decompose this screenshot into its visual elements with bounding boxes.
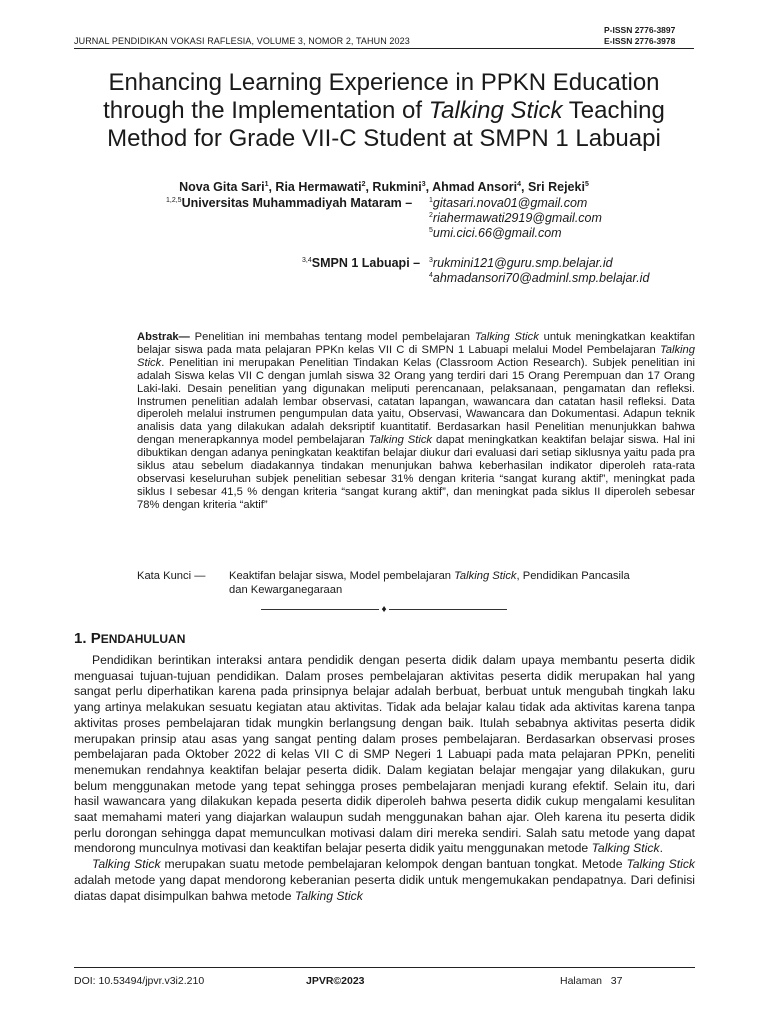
footer-journal: JPVR©2023 xyxy=(306,975,365,987)
diamond-icon: ♦ xyxy=(381,604,387,615)
email-link[interactable]: riahermawati2919@gmail.com xyxy=(432,211,602,225)
affiliation-um xyxy=(166,196,412,211)
p-issn: P-ISSN 2776-3897 xyxy=(604,25,676,35)
paragraph-italic: Talking Stick xyxy=(626,857,696,872)
issn-block xyxy=(604,25,675,47)
title-line-2 xyxy=(60,97,708,125)
email-list-um xyxy=(429,196,602,241)
keywords-text xyxy=(229,569,649,597)
author-sup: 5 xyxy=(584,180,589,188)
body-text xyxy=(74,653,695,904)
author-name: Nova Gita Sari xyxy=(179,180,265,194)
footer-doi[interactable]: DOI: 10.53494/jpvr.v3i2.210 xyxy=(74,975,205,987)
keywords-label: Kata Kunci — xyxy=(137,570,206,582)
paper-title xyxy=(60,69,708,153)
email-link[interactable]: ahmadansori70@adminl.smp.belajar.id xyxy=(432,271,650,285)
author-list xyxy=(0,180,768,194)
paragraph-text: adalah metode yang dapat mendorong keberanian peserta didik untuk mengemukakan pendapatnya. Dari definisi diatas dapat disimpulkan bahwa metode xyxy=(74,872,695,903)
email-item xyxy=(429,226,602,241)
email-sup: 1 xyxy=(429,196,433,204)
abstract-italic: Talking Stick xyxy=(474,331,539,343)
section-initial: P xyxy=(90,630,101,647)
header-rule xyxy=(74,48,694,49)
email-link[interactable]: gitasari.nova01@gmail.com xyxy=(432,196,588,210)
abstract-italic: Talking Stick xyxy=(368,434,433,447)
footer-page xyxy=(560,975,622,987)
email-item xyxy=(429,196,602,211)
title-line-3: Method for Grade VII-C Student at SMPN 1 Labuapi xyxy=(107,125,661,152)
keywords xyxy=(137,569,695,597)
affiliation-smp xyxy=(302,256,420,271)
e-issn: E-ISSN 2776-3978 xyxy=(604,36,676,46)
email-item xyxy=(429,271,649,286)
title-text: through the Implementation of xyxy=(103,97,429,124)
paragraph-text: merupakan suatu metode pembelajaran kelompok dengan bantuan tongkat. Metode xyxy=(160,857,627,872)
section-divider xyxy=(250,604,518,615)
paragraph-1 xyxy=(74,653,695,857)
page-number: 37 xyxy=(610,975,623,987)
divider-line xyxy=(261,609,379,610)
footer-rule xyxy=(74,967,695,968)
section-rest: ENDAHULUAN xyxy=(100,632,186,646)
keywords-part: , Pendidikan Pancasila dan Kewarganegaraan xyxy=(229,570,630,596)
affil-sup: 1,2,5 xyxy=(166,196,182,204)
title-text: Teaching xyxy=(562,97,665,124)
title-italic: Talking Stick xyxy=(428,97,563,124)
affil-sup: 3,4 xyxy=(302,256,312,264)
keywords-italic: Talking Stick xyxy=(454,570,517,582)
abstract-text: . Penelitian ini merupakan Penelitian Tindakan Kelas (Classroom Action Research). Subjek penelitian ini adalah Siswa kelas VII C dengan jumlah siswa 32 Orang yang terdiri dari 15 Orang Perempuan dan 17 Orang Laki-laki. Desain penelitian yang digunakan meliputi perencanaan, pelaksanaan, pengamatan dan refleksi. Instrumen penelitian adalah lembar observasi, catatan lapangan, wawancara dan catatan hasil refleksi. Data diperoleh melalui instrumen pengumpulan data yaitu, Observasi, Wawancara dan Dokumentasi. Adapun teknik analisis data yang dilakukan adalah deksriptif kuantitatif. Berdasarkan hasil Penelitian menunjukkan bahwa dengan menerapkannya model pembelajaran xyxy=(137,356,695,447)
email-sup: 4 xyxy=(429,271,433,279)
section-heading xyxy=(74,630,185,647)
author-sup: 2 xyxy=(361,180,366,188)
affil-label: Universitas Muhammadiyah Mataram – xyxy=(181,196,413,210)
keywords-part: Keaktifan belajar siswa, Model pembelajaran xyxy=(229,570,455,582)
author-name: , Ahmad Ansori xyxy=(425,180,518,194)
abstract xyxy=(137,331,695,512)
author-name: , Sri Rejeki xyxy=(521,180,585,194)
paragraph-italic: Talking Stick xyxy=(294,888,363,903)
email-item xyxy=(429,211,602,226)
author-sup: 3 xyxy=(421,180,426,188)
author-sup: 1 xyxy=(264,180,269,188)
section-number: 1. xyxy=(74,630,91,647)
divider-line xyxy=(389,609,507,610)
email-sup: 2 xyxy=(429,211,433,219)
email-sup: 3 xyxy=(429,256,433,264)
title-line-1: Enhancing Learning Experience in PPKN Education xyxy=(108,69,660,96)
abstract-text: untuk meningkatkan keaktifan belajar siswa pada mata pelajaran PPKn kelas VII C di SMPN 1 Labuapi melalui Model Pembelajaran xyxy=(137,331,695,356)
email-link[interactable]: umi.cici.66@gmail.com xyxy=(432,226,562,240)
author-name: , Rukmini xyxy=(365,180,422,194)
email-item xyxy=(429,256,649,271)
journal-header: JURNAL PENDIDIKAN VOKASI RAFLESIA, VOLUME 3, NOMOR 2, TAHUN 2023 xyxy=(74,36,410,46)
abstract-text: Penelitian ini membahas tentang model pembelajaran xyxy=(189,331,475,343)
author-name: , Ria Hermawati xyxy=(268,180,362,194)
email-link[interactable]: rukmini121@guru.smp.belajar.id xyxy=(432,256,613,270)
author-sup: 4 xyxy=(517,180,522,188)
page-label: Halaman xyxy=(560,975,603,987)
paragraph-text: . xyxy=(659,841,663,856)
paragraph-italic: Talking Stick xyxy=(92,857,161,872)
email-sup: 5 xyxy=(429,226,433,234)
affil-label: SMPN 1 Labuapi – xyxy=(311,256,421,270)
abstract-text: dapat meningkatkan keaktifan belajar siswa. Hal ini dibuktikan dengan adanya peningkatan keaktifan belajar diukur dari evaluasi dari setiap siklusnya yaitu pada pra siklus atau sebelum diadakannya tindakan menunjukan bahwa keberhasilan indikator diperoleh rata-rata observasi keseluruhan subjek penelitian sebesar 31% dengan kriteria “sangat kurang aktif”, meningkat pada siklus I sebesar 41,5 % dengan kriteria “sangat kurang aktif”, dan meningkat pada siklus II diperoleh sebesar 78% dengan kriteria “aktif” xyxy=(137,434,695,511)
paragraph-2 xyxy=(74,857,695,904)
paragraph-italic: Talking Stick xyxy=(591,841,660,856)
abstract-italic: Talking Stick xyxy=(137,343,695,369)
abstract-label: Abstrak— xyxy=(137,331,190,343)
paragraph-text: Pendidikan berintikan interaksi antara pendidik dengan peserta didik dalam upaya membantu peserta didik menguasai tujuan-tujuan pendidikan. Dalam proses pembelajaran aktivitas peserta didik merupakan hal yang sangat perlu diperhatikan karena pada prinsipnya belajar adalah berbuat, berbuat untuk mengubah tingkah laku yang artinya melakukan sesuatu kegiatan atau aktivitas. Tidak ada belajar kalau tidak ada aktivitas karena tanpa aktivitas proses pembelajaran tidak mungkin berlangsung dengan baik. Itulah sebabnya aktivitas peserta didik merupakan prinsip atau asas yang sangat penting dalam proses pembelajaran. Berdasarkan observasi proses pembelajaran pada Oktober 2022 di kelas VII C di SMP Negeri 1 Labuapi pada mata pelajaran PPKn, peneliti menemukan rendahnya keaktifan belajar peserta didik. Dalam kegiatan belajar mengajar yang dilakukan, guru belum menggunakan metode yang tepat sehingga proses pembelajaran menjadi kurang efektif. Selain itu, dari hasil wawancara yang dilakukan kepada peserta didik diperoleh bahwa peserta didik cukup mengalami kesulitan saat memahami materi yang diajarkan walaupun sudah menggunakan bahan ajar. Oleh karena itu peserta didik perlu dorongan sehingga dapat memunculkan motivasi dalam diri mereka sendiri. Salah satu metode yang dapat mendorong munculnya motivasi dan keaktifan belajar peserta didik yaitu menggunakan metode xyxy=(74,653,695,856)
email-list-smp xyxy=(429,256,649,286)
